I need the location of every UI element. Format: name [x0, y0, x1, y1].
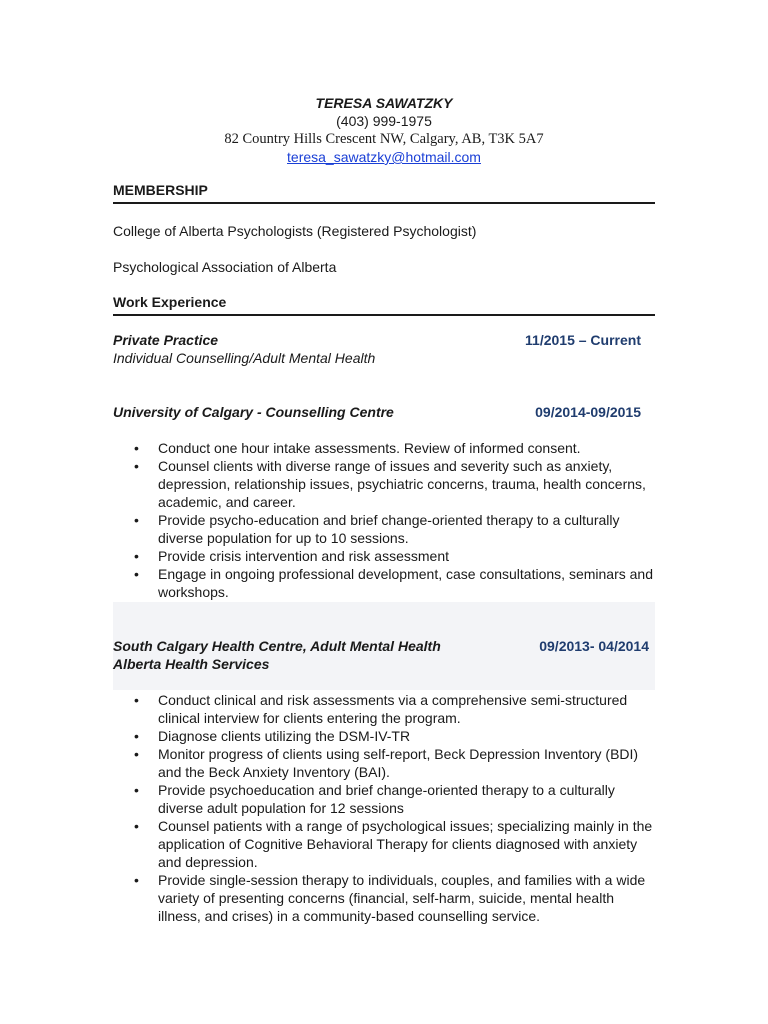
list-item: • Monitor progress of clients using self-report, Beck Depression Inventory (BDI) and the Beck Anxiety Inventory (BAI). [158, 745, 655, 781]
list-item: • Diagnose clients utilizing the DSM-IV-TR [158, 727, 655, 745]
work-experience-heading: Work Experience [113, 293, 655, 316]
job-dates: 11/2015 – Current [525, 332, 641, 348]
list-item: • Conduct one hour intake assessments. Review of informed consent. [158, 439, 655, 457]
list-item: • Provide crisis intervention and risk assessment [158, 547, 655, 565]
job-subtitle: Individual Counselling/Adult Mental Health [113, 350, 376, 366]
list-item: • Conduct clinical and risk assessments via a comprehensive semi-structured clinical interview for clients entering the program. [158, 691, 655, 727]
job-title: Private Practice [113, 332, 219, 348]
membership-item: Psychological Association of Alberta [113, 259, 337, 275]
job-dates: 09/2014-09/2015 [535, 404, 641, 420]
resume-header [113, 94, 655, 166]
phone-number: (403) 999-1975 [336, 113, 432, 129]
list-item: • Counsel patients with a range of psychological issues; specializing mainly in the application of Cognitive Behavioral Therapy for clients diagnosed with anxiety and depression. [158, 817, 655, 871]
list-item: • Provide psycho-education and brief change-oriented therapy to a culturally diverse population for up to 10 sessions. [158, 511, 655, 547]
membership-heading: MEMBERSHIP [113, 181, 655, 204]
candidate-name: TERESA SAWATZKY [315, 95, 453, 111]
job-title: South Calgary Health Centre, Adult Mental Health [113, 638, 441, 654]
job-duties-list [113, 439, 655, 601]
list-item: • Provide single-session therapy to individuals, couples, and families with a wide variety of presenting concerns (financial, self-harm, suicide, mental health illness, and crises) in a community-based counselling service. [158, 871, 655, 925]
list-item: • Counsel clients with diverse range of issues and severity such as anxiety, depression, relationship issues, psychiatric concerns, trauma, health concerns, academic, and career. [158, 457, 655, 511]
job-university-of-calgary [113, 403, 655, 421]
job-private-practice [113, 331, 655, 367]
job-title: University of Calgary - Counselling Centre [113, 404, 394, 420]
job-subtitle: Alberta Health Services [113, 656, 270, 672]
resume-page [113, 0, 655, 1024]
job-south-calgary-health-centre [113, 637, 655, 673]
job-duties-list [113, 691, 655, 925]
membership-item: College of Alberta Psychologists (Registered Psychologist) [113, 223, 477, 239]
mailing-address: 82 Country Hills Crescent NW, Calgary, AB, T3K 5A7 [224, 131, 544, 147]
list-item: • Provide psychoeducation and brief change-oriented therapy to a culturally diverse adult population for 12 sessions [158, 781, 655, 817]
job-dates: 09/2013- 04/2014 [539, 638, 649, 654]
email-link[interactable]: teresa_sawatzky@hotmail.com [287, 149, 481, 165]
list-item: • Engage in ongoing professional development, case consultations, seminars and workshops. [158, 565, 655, 601]
